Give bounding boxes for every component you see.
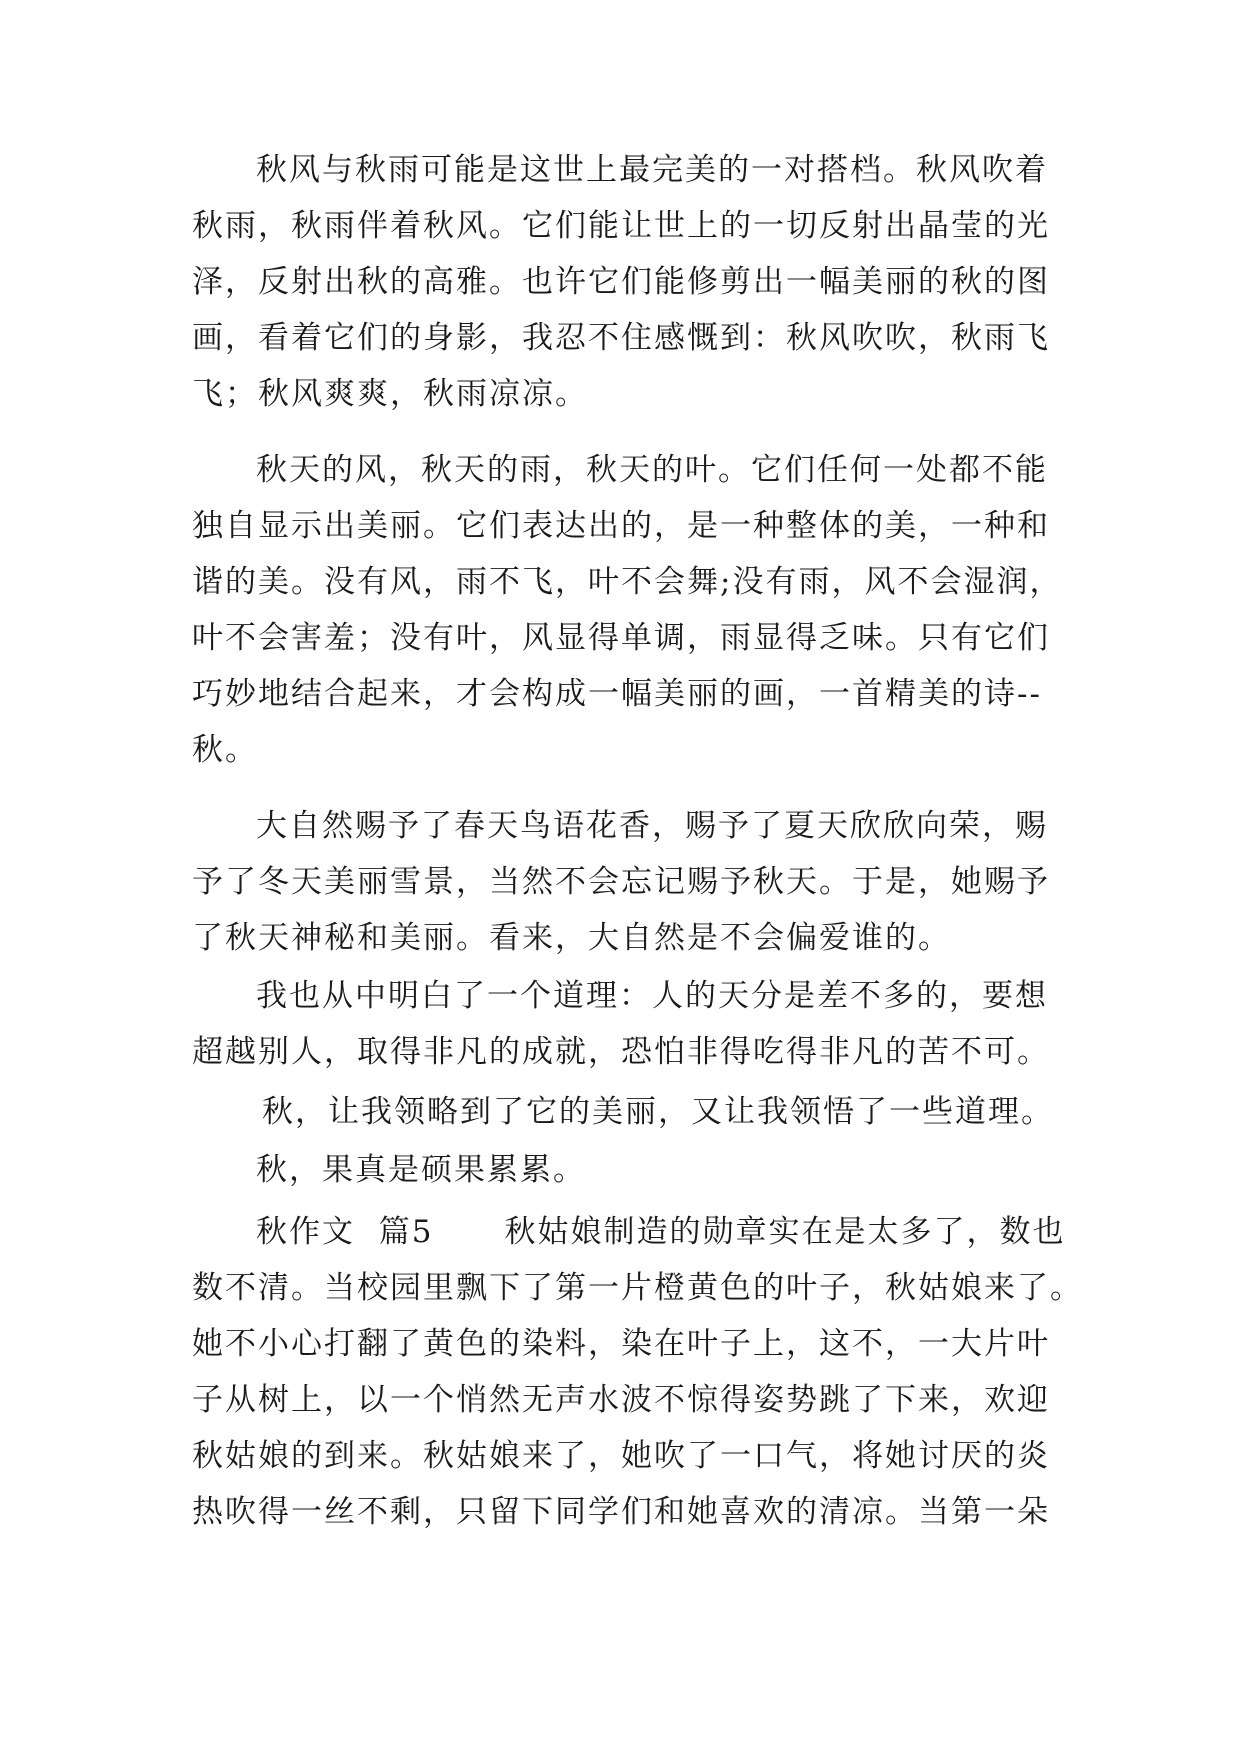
paragraph-line: 我也从中明白了一个道理：人的天分是差不多的，要想 [256,978,1048,1014]
paragraph-line: 秋天的风，秋天的雨，秋天的叶。它们任何一处都不能 [256,452,1048,488]
paragraph-line: 秋雨，秋雨伴着秋风。它们能让世上的一切反射出晶莹的光 [192,208,1050,244]
paragraph-line: 秋，果真是硕果累累。 [256,1152,586,1188]
paragraph-line: 独自显示出美丽。它们表达出的，是一种整体的美，一种和 [192,508,1050,544]
paragraph-line: 叶不会害羞；没有叶，风显得单调，雨显得乏味。只有它们 [192,620,1050,656]
paragraph-line: 谐的美。没有风，雨不飞，叶不会舞;没有雨，风不会湿润， [192,564,1063,600]
paragraph-line: 数不清。当校园里飘下了第一片橙黄色的叶子，秋姑娘来了。 [192,1270,1083,1306]
paragraph-line: 飞；秋风爽爽，秋雨凉凉。 [192,376,588,412]
paragraph-line: 超越别人，取得非凡的成就，恐怕非得吃得非凡的苦不可。 [192,1034,1050,1070]
section-heading-line: 秋作文 篇5 秋姑娘制造的勋章实在是太多了，数也 [256,1214,1066,1250]
paragraph-line: 子从树上，以一个悄然无声水波不惊得姿势跳了下来，欢迎 [192,1382,1050,1418]
paragraph-line: 秋风与秋雨可能是这世上最完美的一对搭档。秋风吹着 [256,152,1048,188]
paragraph-line: 秋。 [192,732,258,768]
paragraph-line: 了秋天神秘和美丽。看来，大自然是不会偏爱谁的。 [192,920,951,956]
paragraph-line: 予了冬天美丽雪景，当然不会忘记赐予秋天。于是，她赐予 [192,864,1050,900]
paragraph-line: 她不小心打翻了黄色的染料，染在叶子上，这不，一大片叶 [192,1326,1050,1362]
paragraph-line: 热吹得一丝不剩，只留下同学们和她喜欢的清凉。当第一朵 [192,1494,1050,1530]
paragraph-line: 大自然赐予了春天鸟语花香，赐予了夏天欣欣向荣，赐 [256,808,1048,844]
paragraph-line: 巧妙地结合起来，才会构成一幅美丽的画，一首精美的诗-- [192,676,1042,712]
paragraph-line: 秋，让我领略到了它的美丽，又让我领悟了一些道理。 [262,1094,1054,1130]
paragraph-line: 秋姑娘的到来。秋姑娘来了，她吹了一口气，将她讨厌的炎 [192,1438,1050,1474]
paragraph-line: 画，看着它们的身影，我忍不住感慨到：秋风吹吹，秋雨飞 [192,320,1050,356]
paragraph-line: 泽，反射出秋的高雅。也许它们能修剪出一幅美丽的秋的图 [192,264,1050,300]
